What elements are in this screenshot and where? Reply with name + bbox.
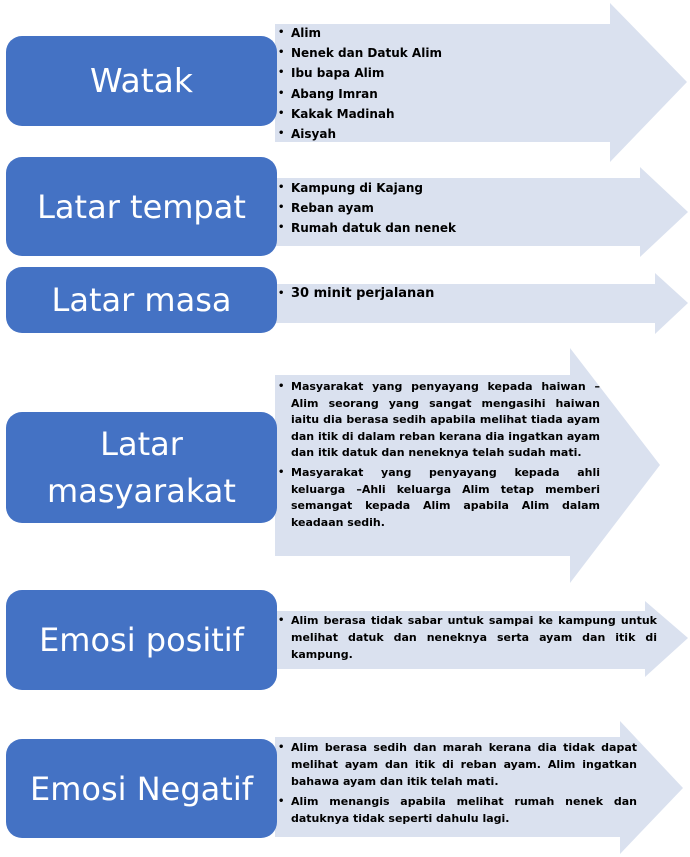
list-latar-masyarakat (278, 379, 600, 531)
list-item: • 30 minit perjalanan (278, 284, 618, 304)
list-watak (278, 23, 608, 144)
label-box-watak (6, 36, 277, 126)
list-item: • Alim berasa tidak sabar untuk sampai ke kampung untuk melihat datuk dan neneknya serta ayam dan itik di kampung. (278, 612, 657, 663)
label-watak: Watak (89, 61, 193, 101)
list-item: • Alim (278, 23, 608, 43)
list-item: • Masyarakat yang penyayang kepada haiwan – Alim seorang yang sangat mengasihi haiwan iaitu dia berasa sedih apabila melihat tiada ayam dan itik di dalam reban kerana dia ingatkan ayam dan itik datuk dan neneknya telah sudah mati. (278, 379, 600, 462)
label-emosi-positif: Emosi positif (39, 621, 244, 659)
list-emosi-positif (278, 612, 657, 663)
label-latar-masyarakat-line1: Latar (100, 425, 183, 464)
list-latar-tempat (278, 178, 618, 238)
label-box-latar-masa (6, 267, 277, 333)
label-box-emosi-negatif (6, 739, 277, 838)
list-item: • Kampung di Kajang (278, 178, 618, 198)
list-item: • Abang Imran (278, 84, 608, 104)
label-box-latar-masyarakat (6, 412, 277, 523)
list-item: • Reban ayam (278, 198, 618, 218)
list-item: • Aisyah (278, 124, 608, 144)
list-item: • Alim berasa sedih dan marah kerana dia tidak dapat melihat ayam dan itik di reban ayam. Alim ingatkan bahawa ayam dan itik telah mati. (278, 739, 637, 790)
label-latar-masa: Latar masa (51, 281, 232, 319)
label-latar-tempat: Latar tempat (37, 187, 246, 226)
list-item: • Kakak Madinah (278, 104, 608, 124)
label-box-emosi-positif (6, 590, 277, 690)
list-item: • Rumah datuk dan nenek (278, 218, 618, 238)
label-latar-masyarakat-line2: masyarakat (47, 471, 236, 510)
list-item: • Alim menangis apabila melihat rumah nenek dan datuknya tidak seperti dahulu lagi. (278, 793, 637, 827)
label-emosi-negatif: Emosi Negatif (30, 769, 253, 808)
list-latar-masa (278, 284, 618, 304)
list-item: • Nenek dan Datuk Alim (278, 43, 608, 63)
list-emosi-negatif (278, 739, 637, 827)
label-box-latar-tempat (6, 157, 277, 256)
list-item: • Masyarakat yang penyayang kepada ahli keluarga –Ahli keluarga Alim tetap memberi semangat kepada Alim apabila Alim dalam keadaan sedih. (278, 465, 600, 531)
list-item: • Ibu bapa Alim (278, 63, 608, 83)
